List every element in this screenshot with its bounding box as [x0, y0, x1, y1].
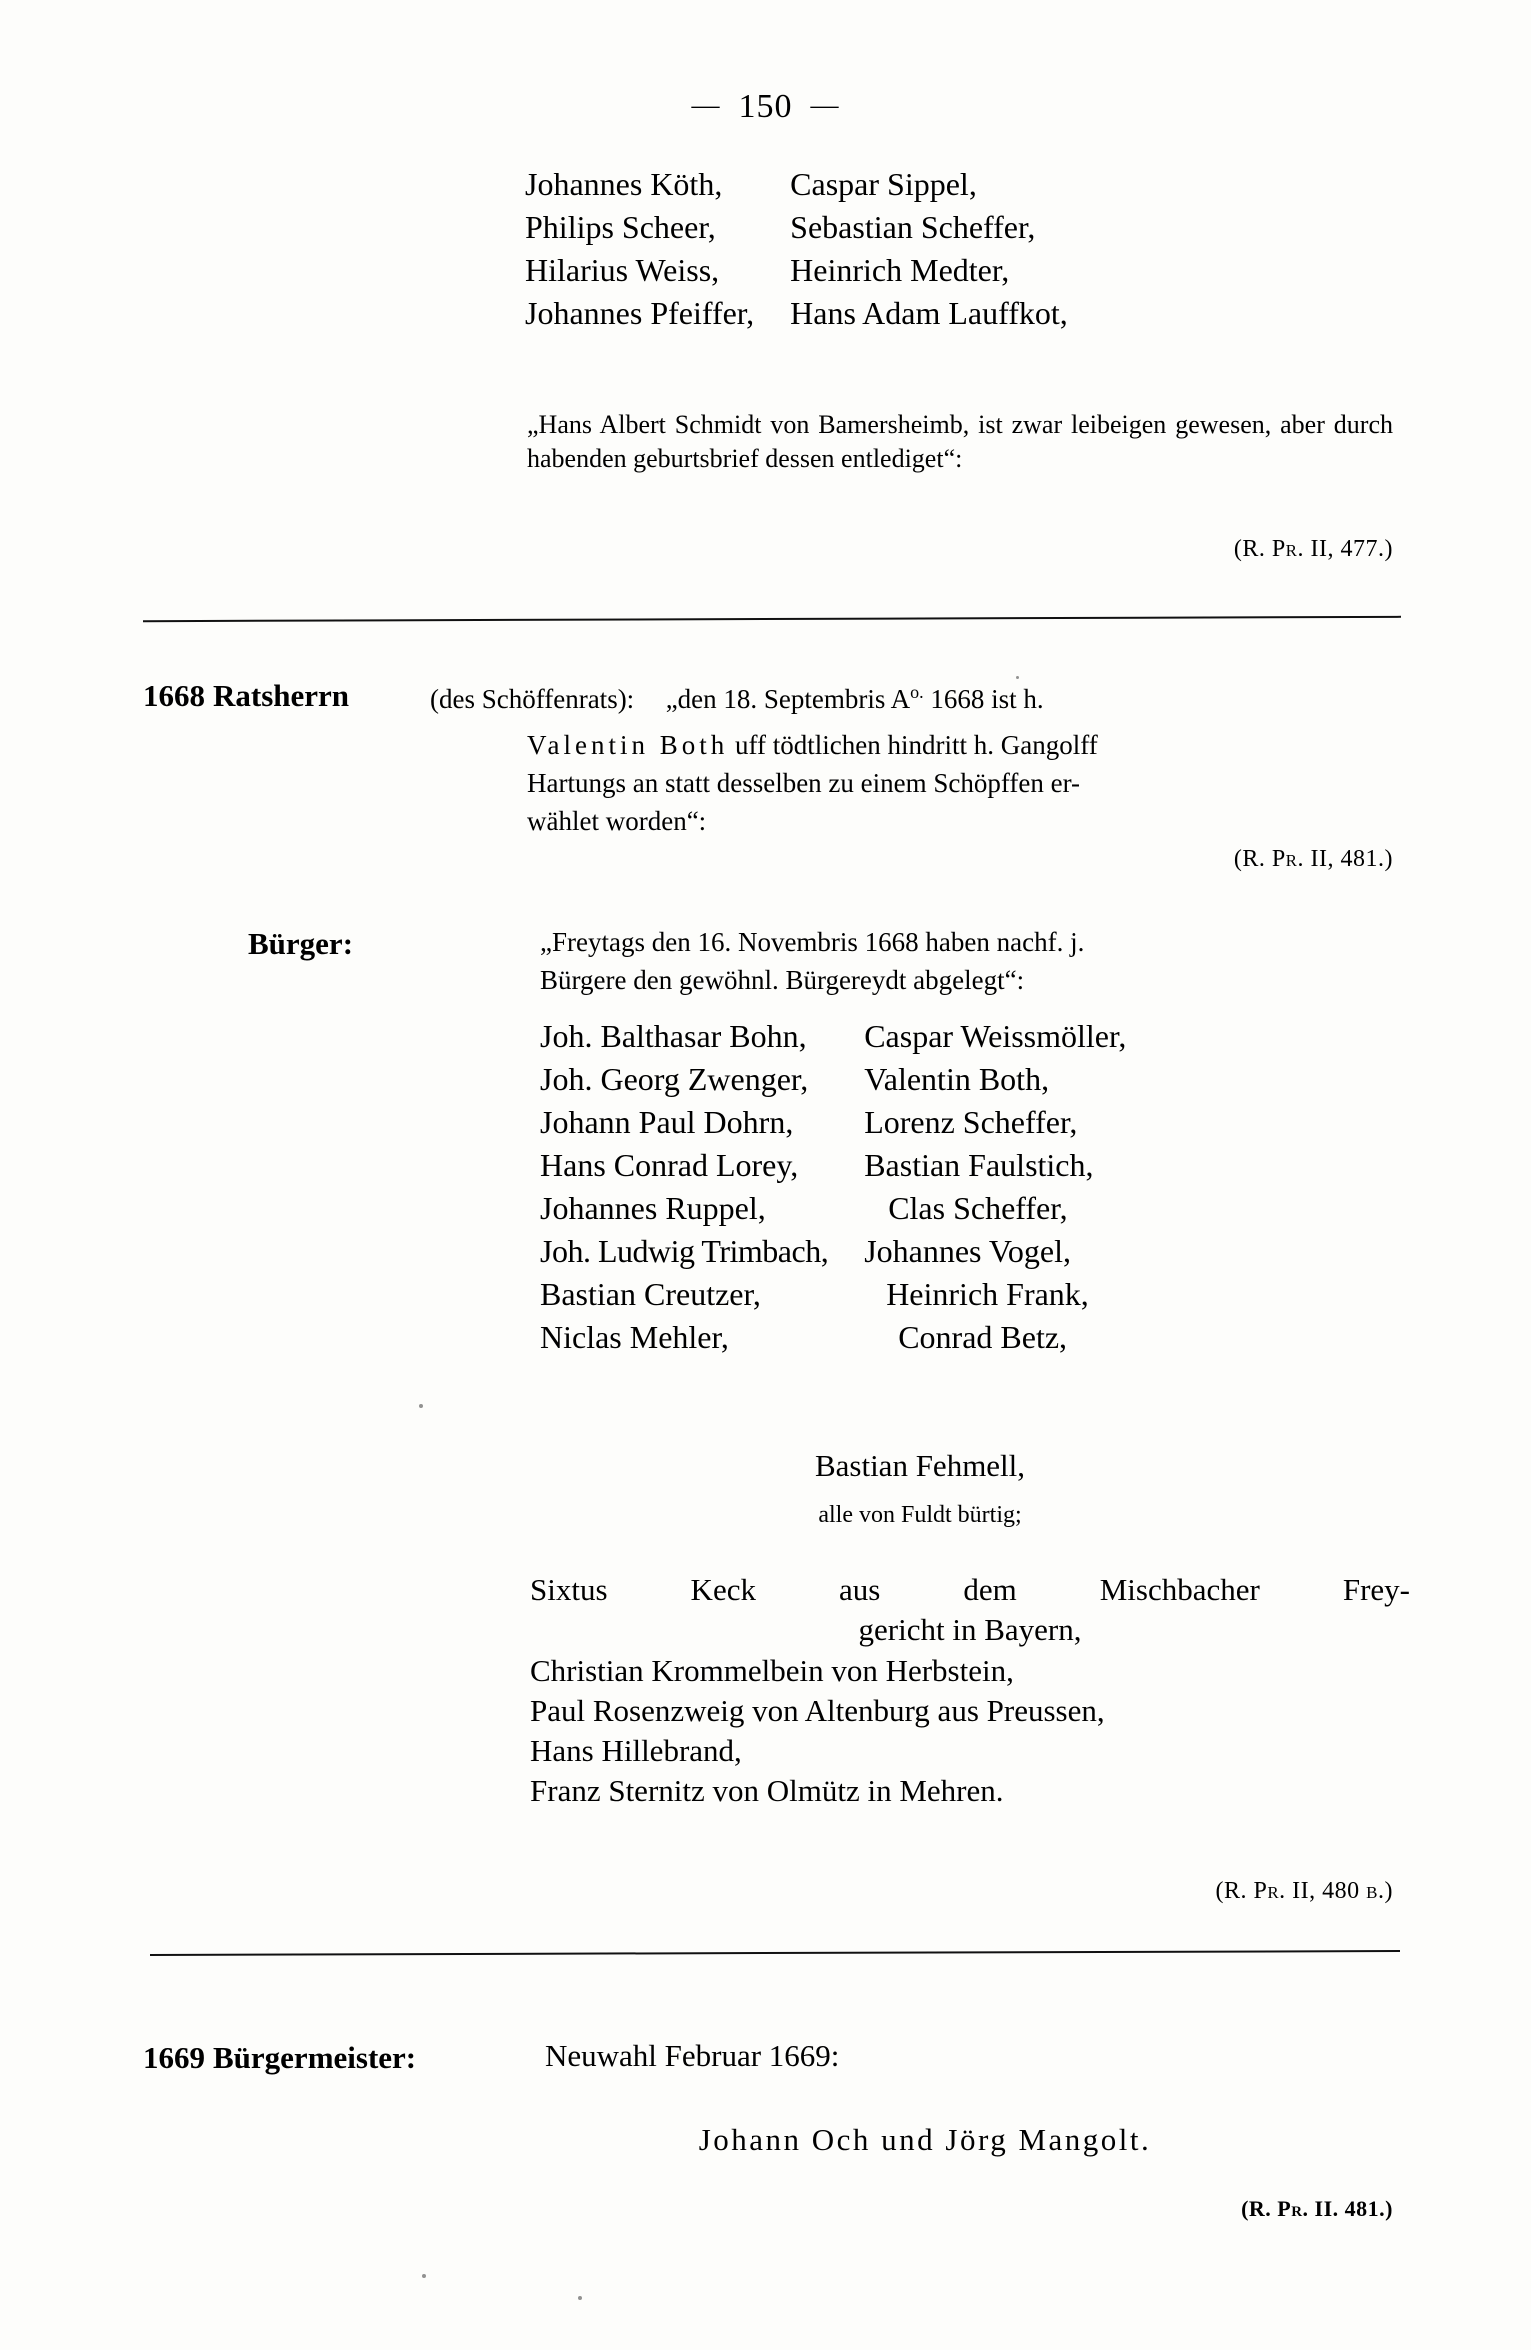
scan-speck	[578, 2296, 582, 2300]
buergermeister-year: 1669	[143, 2040, 205, 2075]
name-right: Caspar Sippel,	[790, 166, 977, 202]
section-label-ratsherrn	[143, 678, 349, 714]
name-left: Joh. Balthasar Bohn,	[540, 1018, 807, 1054]
table-row	[540, 1106, 1126, 1149]
name-left: Johannes Ruppel,	[540, 1190, 766, 1226]
table-row	[540, 1192, 1126, 1235]
name-right: Johannes Vogel,	[864, 1233, 1071, 1269]
buerger-name-list	[540, 1020, 1126, 1364]
ratsherrn-line2-rest: uff tödtlichen hindritt h. Gangolff	[728, 730, 1098, 760]
ratsherrn-quote-start-rest: 1668 ist h.	[923, 684, 1044, 714]
name-right: Conrad Betz,	[898, 1319, 1068, 1355]
name-right: Lorenz Scheffer,	[864, 1104, 1078, 1140]
ratsherrn-qualifier-line	[430, 680, 1400, 719]
table-row	[525, 211, 1068, 254]
table-row	[525, 297, 1068, 340]
outsider-line: Christian Krommelbein von Herbstein,	[530, 1652, 1014, 1688]
table-row	[525, 254, 1068, 297]
ratsherrn-body	[430, 680, 1400, 719]
name-left: Johannes Pfeiffer,	[525, 295, 755, 331]
ratsherrn-quote-rest	[527, 727, 1399, 840]
ratsherrn-anno-sup: o.	[910, 682, 924, 702]
ratsherrn-line3: Hartungs an statt desselben zu einem Schöpffen er-	[527, 767, 1081, 798]
outsider-line: Hans Hillebrand,	[530, 1733, 742, 1769]
section-divider	[150, 1950, 1400, 1956]
outsider-line: gericht in Bayern,	[858, 1612, 1082, 1648]
section-label-buerger: Bürger:	[248, 926, 354, 961]
scan-speck	[1016, 676, 1019, 679]
name-left: Joh. Ludwig Trimbach,	[540, 1233, 829, 1269]
page-number: 150	[738, 88, 793, 125]
name-right: Clas Scheffer,	[888, 1190, 1068, 1226]
scan-speck	[419, 1404, 423, 1408]
buergermeister-citation: (R. Pr. II. 481.)	[1241, 2196, 1393, 2221]
ratsherrn-line2	[527, 727, 1399, 765]
table-row	[540, 1235, 1126, 1278]
name-left: Johannes Köth,	[525, 166, 723, 202]
buerger-intro	[540, 924, 1400, 1000]
buerger-name-table	[540, 1020, 1126, 1364]
ratsherrn-title: Ratsherrn	[213, 678, 350, 713]
buerger-origin-note: alle von Fuldt bürtig;	[818, 1502, 1022, 1528]
name-right: Caspar Weissmöller,	[864, 1018, 1127, 1054]
name-right: Bastian Faulstich,	[864, 1147, 1094, 1183]
name-left: Joh. Georg Zwenger,	[540, 1061, 809, 1097]
table-row	[525, 168, 1068, 211]
top-name-list	[525, 168, 1068, 340]
table-row	[540, 1063, 1126, 1106]
outsider-line: Franz Sternitz von Olmütz in Mehren.	[530, 1773, 1004, 1809]
name-left: Bastian Creutzer,	[540, 1276, 761, 1312]
buerger-last-name: Bastian Fehmell,	[814, 1448, 1026, 1483]
page-header-dash-right: —	[810, 90, 840, 121]
name-right: Sebastian Scheffer,	[790, 209, 1036, 245]
table-row	[540, 1149, 1126, 1192]
buerger-outsiders-list	[530, 1570, 1410, 1812]
top-quote-citation: (R. Pr. II, 477.)	[1233, 536, 1393, 562]
name-right: Heinrich Frank,	[886, 1276, 1089, 1312]
outsider-line: Sixtus Keck aus dem Mischbacher Frey-	[530, 1572, 1410, 1607]
page-header-dash-left: —	[691, 90, 721, 121]
ratsherrn-quote-start: „den 18. Septembris A	[665, 684, 911, 714]
top-quote-paragraph: „Hans Albert Schmidt von Bamersheimb, ist zwar leibeigen gewesen, aber durch habenden geburtsbrief dessen entlediget“:	[527, 410, 1393, 474]
name-right: Hans Adam Lauffkot,	[790, 295, 1068, 331]
buergermeister-title: Bürgermeister:	[213, 2040, 417, 2075]
table-row	[540, 1278, 1126, 1321]
ratsherrn-spaced-name: Valentin Both	[527, 730, 729, 760]
name-left: Hilarius Weiss,	[525, 252, 720, 288]
section-divider	[143, 616, 1401, 622]
buergermeister-names: Johann Och und Jörg Mangolt.	[698, 2122, 1152, 2157]
name-left: Philips Scheer,	[525, 209, 716, 245]
ratsherrn-qualifier: (des Schöffenrats):	[430, 684, 635, 714]
table-row	[540, 1321, 1126, 1364]
top-name-table	[525, 168, 1068, 340]
outsider-line: Paul Rosenzweig von Altenburg aus Preussen,	[530, 1692, 1105, 1728]
ratsherrn-citation: (R. Pr. II, 481.)	[1233, 846, 1393, 872]
name-right: Valentin Both,	[864, 1061, 1050, 1097]
scan-speck	[422, 2274, 426, 2278]
ratsherrn-line4: wählet worden“:	[527, 805, 707, 836]
name-left: Hans Conrad Lorey,	[540, 1147, 799, 1183]
buerger-intro-line1: „Freytags den 16. Novembris 1668 haben nachf. j.	[540, 927, 1085, 957]
buergermeister-heading: Neuwahl Februar 1669:	[545, 2038, 840, 2073]
page-header	[0, 88, 1531, 126]
section-label-buergermeister	[143, 2040, 416, 2076]
table-row	[540, 1020, 1126, 1063]
name-left: Niclas Mehler,	[540, 1319, 729, 1355]
buerger-intro-line2: Bürgere den gewöhnl. Bürgereydt abgelegt“:	[540, 964, 1025, 995]
buerger-citation: (R. Pr. II, 480 b.)	[1215, 1878, 1393, 1904]
name-right: Heinrich Medter,	[790, 252, 1010, 288]
name-left: Johann Paul Dohrn,	[540, 1104, 794, 1140]
ratsherrn-year: 1668	[143, 678, 205, 713]
